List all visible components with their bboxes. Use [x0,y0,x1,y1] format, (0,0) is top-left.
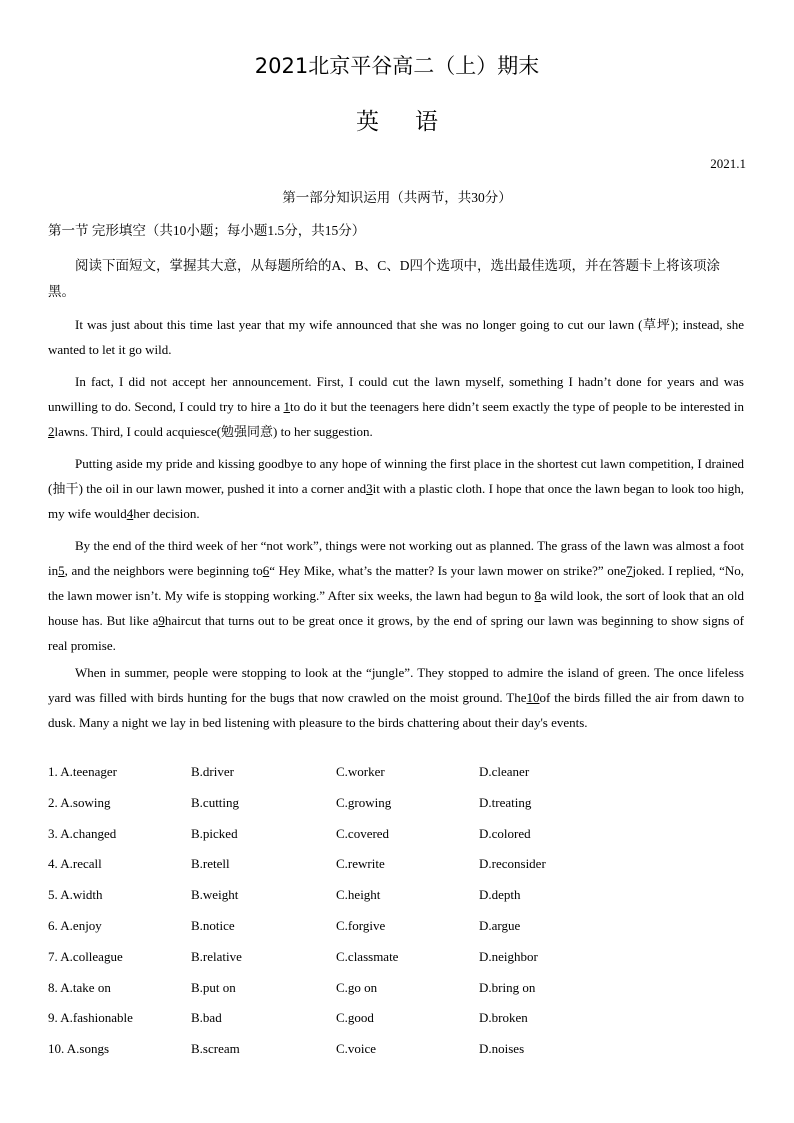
option-row [48,795,648,826]
passage-paragraph-4 [48,533,744,658]
passage-text: It was just about this time last year that my wife announced that she was no longer going to cut our lawn (草坪); instead, she wanted to let it go wild. [48,317,744,357]
option-a: 2. A.sowing [48,794,111,810]
option-b: B.notice [191,917,235,933]
passage-text: haircut that turns out to be great once it grows, by the end of spring our lawn was beginning to show signs of real promise. [48,613,744,653]
option-a: 5. A.width [48,887,103,903]
blank-4: 4 [126,506,134,521]
option-a: 3. A.changed [48,825,117,841]
option-d: D.treating [479,794,532,810]
part-heading: 第一部分知识运用（共两节，共30分） [282,190,512,205]
blank-6: 6 [262,563,270,578]
option-row [48,1010,648,1041]
blank-9: 9 [158,613,165,628]
passage-text: it with a plastic cloth. I hope that once the lawn began to look too high, my wife would [48,481,744,521]
passage-paragraph-2 [48,369,744,444]
option-a: 1. A.teenager [48,764,117,779]
subject-title: 英语 [356,109,474,135]
option-row [48,764,648,795]
option-c: C.classmate [336,948,399,964]
option-d: D.colored [479,825,531,841]
option-row [48,887,648,918]
passage-text: her decision. [133,506,200,521]
exam-date: 2021.1 [710,156,746,171]
option-a: 9. A.fashionable [48,1010,133,1026]
option-c: C.growing [336,794,392,810]
option-c: C.go on [336,979,378,995]
option-c: C.forgive [336,917,386,933]
answer-options [48,764,648,1072]
option-a: 7. A.colleague [48,948,123,964]
option-b: B.relative [191,948,242,964]
passage-paragraph-5 [48,660,744,735]
blank-3: 3 [366,481,373,496]
passage-text: , and the neighbors were beginning to [64,563,263,578]
passage-text: a wild look, the sort of look that an old house has. But like a [48,588,744,628]
exam-title: 2021北京平谷高二（上）期末 [254,54,540,78]
option-row [48,856,648,887]
option-c: C.rewrite [336,856,385,872]
option-d: D.noises [479,1041,525,1057]
passage-text: “ Hey Mike, what’s the matter? Is your lawn mower on strike?” one [269,563,627,578]
blank-10: 10 [526,690,540,705]
option-c: C.worker [336,764,385,779]
passage-text: lawns. Third, I could acquiesce(勉强同意) to her suggestion. [54,424,373,439]
option-d: D.reconsider [479,856,546,872]
option-b: B.weight [191,887,239,903]
option-b: B.put on [191,979,236,995]
option-d: D.neighbor [479,948,538,964]
option-b: B.cutting [191,794,240,810]
option-a: 6. A.enjoy [48,917,102,933]
passage-text: By the end of the third week of her “not work”, things were not working out as planned. The grass of the lawn was almost a foot in [48,538,744,578]
blank-7: 7 [626,563,633,578]
option-b: B.picked [191,825,238,841]
section-heading: 第一节 完形填空（共10小题；每小题1.5分，共15分） [48,223,366,238]
passage-text: of the birds filled the air from dawn to dusk. Many a night we lay in bed listening with pleasure to the birds chattering about their day's events. [48,690,745,730]
option-d: D.bring on [479,979,536,995]
option-d: D.cleaner [479,764,530,779]
passage-text: to do it but the teenagers here didn’t seem exactly the type of people to be interested in [290,399,744,414]
option-b: B.scream [191,1041,240,1057]
option-b: B.bad [191,1010,222,1026]
option-c: C.good [336,1010,374,1026]
option-row [48,1041,648,1072]
passage-paragraph-1 [48,312,744,362]
option-a: 4. A.recall [48,856,102,872]
passage-paragraph-3 [48,451,744,526]
option-d: D.depth [479,887,521,903]
option-d: D.argue [479,917,521,933]
passage-text: Putting aside my pride and kissing goodbye to any hope of winning the first place in the shortest cut lawn competition, I drained (抽干) the oil in our lawn mower, pushed it into a corner and [48,456,744,496]
option-d: D.broken [479,1010,528,1026]
passage-text: joked. I replied, “No, the lawn mower isn’t. My wife is stopping working.” After six weeks, the lawn had begun to [48,563,745,603]
option-c: C.height [336,887,381,903]
option-b: B.retell [191,856,230,872]
blank-8: 8 [534,588,542,603]
blank-1: 1 [283,399,291,414]
blank-2: 2 [48,424,55,439]
blank-5: 5 [58,563,65,578]
option-a: 10. A.songs [48,1041,110,1057]
option-row [48,949,648,980]
option-row [48,826,648,857]
instructions: 阅读下面短文，掌握其大意，从每题所给的A、B、C、D四个选项中，选出最佳选项，并在答题卡上将该项涂黑。 [48,258,721,299]
option-row [48,980,648,1011]
option-c: C.voice [336,1041,377,1057]
option-b: B.driver [191,764,234,779]
option-row [48,918,648,949]
passage-text: In fact, I did not accept her announcement. First, I could cut the lawn myself, something I hadn’t done for years and was unwilling to do. Second, I could try to hire a [48,374,744,414]
passage-text: When in summer, people were stopping to look at the “jungle”. They stopped to admire the island of green. The once lifeless yard was filled with birds hunting for the bugs that now crawled on the moist ground. The [48,665,744,705]
option-c: C.covered [336,825,390,841]
option-a: 8. A.take on [48,979,111,995]
